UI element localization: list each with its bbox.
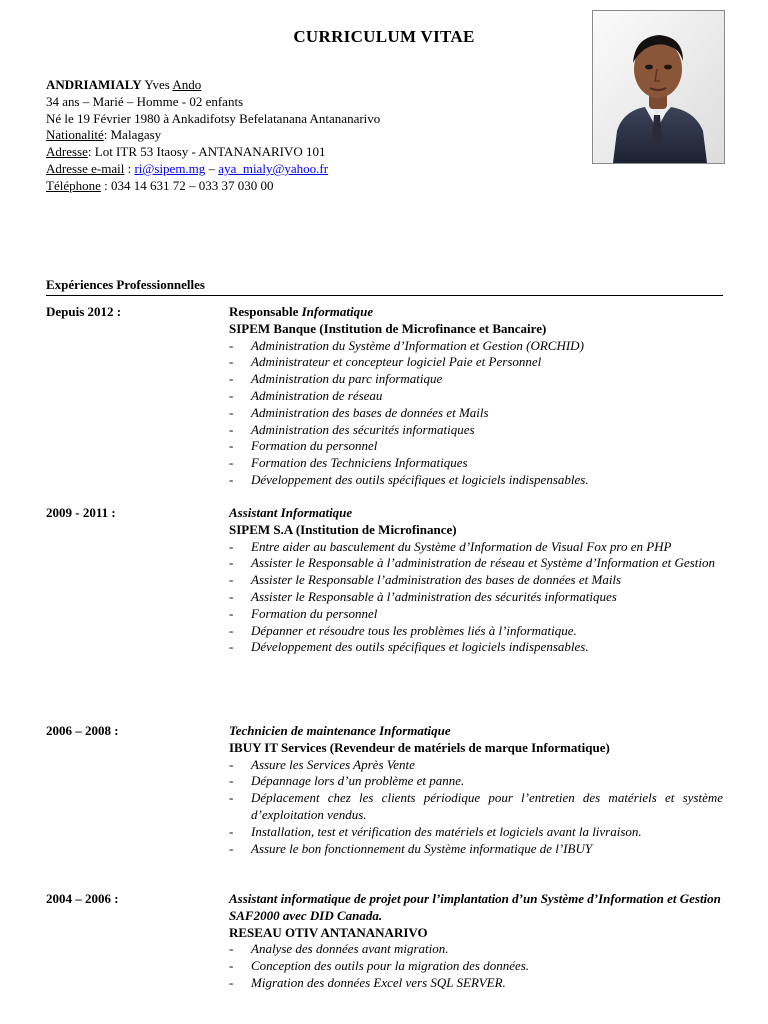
section-heading-experience: Expériences Professionnelles	[46, 277, 723, 296]
task-item: - Formation du personnel	[229, 438, 723, 455]
task-item: - Développement des outils spécifiques et logiciels indispensables.	[229, 639, 723, 656]
nationality-value: : Malagasy	[103, 127, 162, 143]
email-line	[46, 161, 586, 178]
name-line	[46, 77, 586, 94]
task-item: - Administration du Système d’Information et Gestion (ORCHID)	[229, 338, 723, 355]
phone-value: : 034 14 631 72 – 033 37 030 00	[100, 177, 274, 193]
birth-line: Né le 19 Février 1980 à Ankadifotsy Befelatanana Antananarivo	[46, 110, 381, 126]
task-item: - Entre aider au basculement du Système d’Information de Visual Fox pro en PHP	[229, 539, 723, 556]
job-role: Technicien de maintenance Informatique	[229, 723, 451, 738]
email-label: Adresse e-mail	[46, 160, 125, 176]
first-name: Yves	[144, 77, 170, 92]
task-list	[229, 941, 723, 991]
job-entry	[46, 723, 723, 857]
identity-block	[46, 77, 586, 195]
job-role: Assistant informatique de projet pour l’implantation d’un Système d’Information et Gestion SAF2000 avec DID Canada.	[229, 891, 721, 923]
email-link-2[interactable]: aya_mialy@yahoo.fr	[218, 160, 329, 176]
job-entry	[46, 304, 723, 489]
job-role	[229, 304, 723, 321]
task-item: - Formation du personnel	[229, 606, 723, 623]
task-item: - Assister le Responsable à l’administration de réseau et Système d’Information et Gestion	[229, 555, 723, 572]
task-item: - Administration des sécurités informatiques	[229, 422, 723, 439]
portrait-image	[593, 11, 724, 163]
email-separator: :	[124, 160, 135, 176]
job-date: 2006 – 2008 :	[46, 723, 119, 738]
task-list	[229, 539, 723, 657]
profile-photo	[592, 10, 725, 164]
job-role-plain: Responsable	[229, 304, 302, 319]
nationality-line	[46, 127, 586, 144]
email-link-1[interactable]: ri@sipem.mg	[134, 160, 206, 176]
job-date: 2009 - 2011 :	[46, 505, 116, 520]
task-item: - Développement des outils spécifiques et logiciels indispensables.	[229, 472, 723, 489]
task-item: - Analyse des données avant migration.	[229, 941, 723, 958]
task-item: - Administration des bases de données et Mails	[229, 405, 723, 422]
job-organization: RESEAU OTIV ANTANANARIVO	[229, 924, 428, 940]
job-organization: SIPEM S.A (Institution de Microfinance)	[229, 521, 457, 537]
task-item: - Administrateur et concepteur logiciel Paie et Personnel	[229, 354, 723, 371]
age-status-line: 34 ans – Marié – Homme - 02 enfants	[46, 93, 244, 109]
task-item: - Assure le bon fonctionnement du Système informatique de l’IBUY	[229, 841, 723, 858]
nationality-label: Nationalité	[46, 127, 104, 143]
middle-name: Ando	[172, 77, 202, 92]
job-role: Assistant Informatique	[229, 505, 353, 520]
email-and: –	[205, 160, 219, 176]
task-item: - Dépannage lors d’un problème et panne.	[229, 773, 723, 790]
address-value: : Lot ITR 53 Itaosy - ANTANANARIVO 101	[87, 144, 326, 160]
task-item: - Migration des données Excel vers SQL SERVER.	[229, 975, 723, 992]
phone-label: Téléphone	[46, 177, 101, 193]
job-entry	[46, 891, 723, 992]
address-line	[46, 144, 586, 161]
task-item: - Assister le Responsable l’administration des bases de données et Mails	[229, 572, 723, 589]
phone-line	[46, 178, 586, 195]
task-item: - Conception des outils pour la migration des données.	[229, 958, 723, 975]
job-role-italic: Informatique	[301, 304, 374, 319]
page-title: CURRICULUM VITAE	[293, 27, 475, 46]
last-name: ANDRIAMIALY	[46, 77, 142, 92]
task-item: - Installation, test et vérification des matériels et logiciels avant la livraison.	[229, 824, 723, 841]
task-item: - Formation des Techniciens Informatiques	[229, 455, 723, 472]
task-item: - Assister le Responsable à l’administration des sécurités informatiques	[229, 589, 723, 606]
job-organization: SIPEM Banque (Institution de Microfinance et Bancaire)	[229, 320, 547, 336]
task-item: - Déplacement chez les clients périodique pour l’entretien des matériels et système d’exploitation vendus.	[229, 790, 723, 824]
task-item: - Administration de réseau	[229, 388, 723, 405]
job-date: Depuis 2012 :	[46, 304, 122, 319]
task-item: - Assure les Services Après Vente	[229, 757, 723, 774]
job-entry	[46, 505, 723, 656]
task-item: - Administration du parc informatique	[229, 371, 723, 388]
job-date: 2004 – 2006 :	[46, 891, 119, 906]
task-list	[229, 757, 723, 858]
address-label: Adresse	[46, 144, 88, 160]
job-organization: IBUY IT Services (Revendeur de matériels de marque Informatique)	[229, 739, 610, 755]
task-list	[229, 338, 723, 489]
task-item: - Dépanner et résoudre tous les problèmes liés à l’informatique.	[229, 623, 723, 640]
